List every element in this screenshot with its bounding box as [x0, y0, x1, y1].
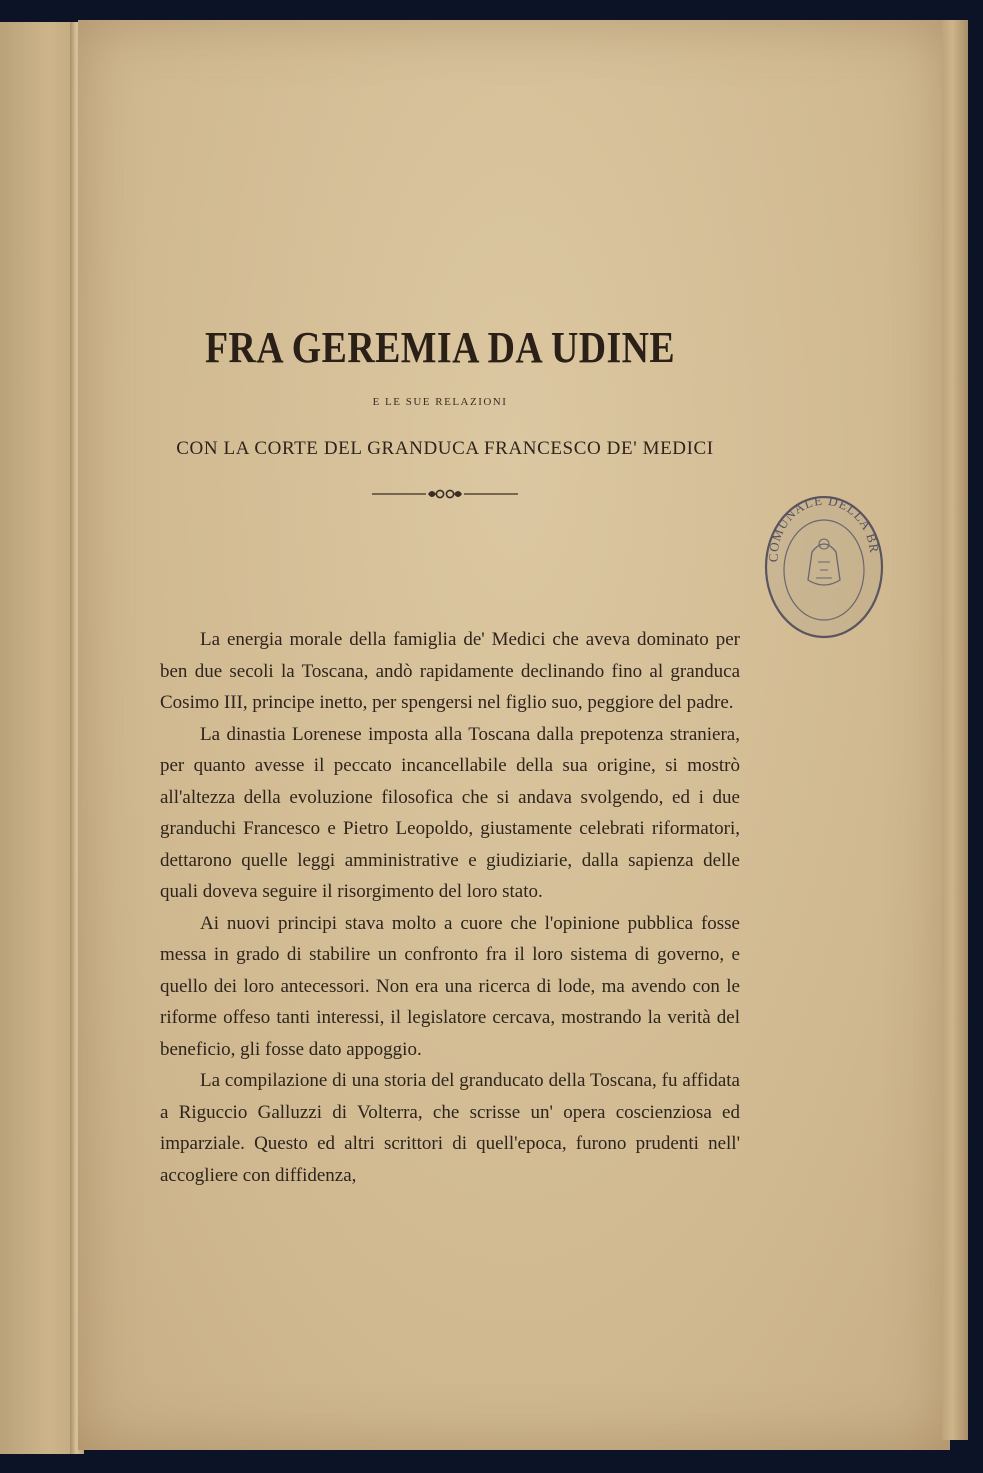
paragraph: La dinastia Lorenese imposta alla Toscana dalla prepotenza straniera, per quanto avesse il peccato incancellabile della sua origine, si mostrò all'altezza della evoluzione filosofica che si andava svolgendo, ed i due granduchi Francesco e Pietro Leopoldo, giustamente celebrati riformatori, dettarono quelle leggi amministrative e giudiziarie, dalla sapienza delle quali doveva seguire il risorgimento del loro stato.	[160, 723, 740, 902]
library-stamp-icon	[762, 492, 886, 642]
paragraph: La compilazione di una storia del granducato della Toscana, fu affidata a Riguccio Galluzzi di Volterra, che scrisse un' opera coscienziosa ed imparziale. Questo ed altri scrittori di quell'epoca, furono prudenti nell' accogliere con diffidenza,	[160, 1070, 740, 1186]
svg-text:COMUNALE DELLA BR: COMUNALE DELLA BR	[765, 492, 883, 563]
paragraph: Ai nuovi principi stava molto a cuore che l'opinione pubblica fosse messa in grado di stabilire un confronto fra il loro sistema di governo, e quello dei loro antecessori. Non era una ricerca di lode, ma avendo con le riforme offeso tanti interessi, il legislatore cercava, mostrando la verità del beneficio, gli fosse dato appoggio.	[160, 912, 740, 1060]
ornamental-divider-icon	[370, 484, 520, 504]
subtitle-main: CON LA CORTE DEL GRANDUCA FRANCESCO DE' MEDICI	[176, 438, 714, 459]
page-title: FRA GEREMIA DA UDINE	[204, 323, 676, 372]
paragraph: La energia morale della famiglia de' Medici che aveva dominato per ben due secoli la Toscana, andò rapidamente declinando fino al granduca Cosimo III, principe inetto, per spengersi nel figlio suo, peggiore del padre.	[160, 629, 740, 713]
body-text	[160, 624, 740, 1191]
subtitle-small: E LE SUE RELAZIONI	[372, 396, 508, 408]
page-edge	[942, 20, 968, 1440]
